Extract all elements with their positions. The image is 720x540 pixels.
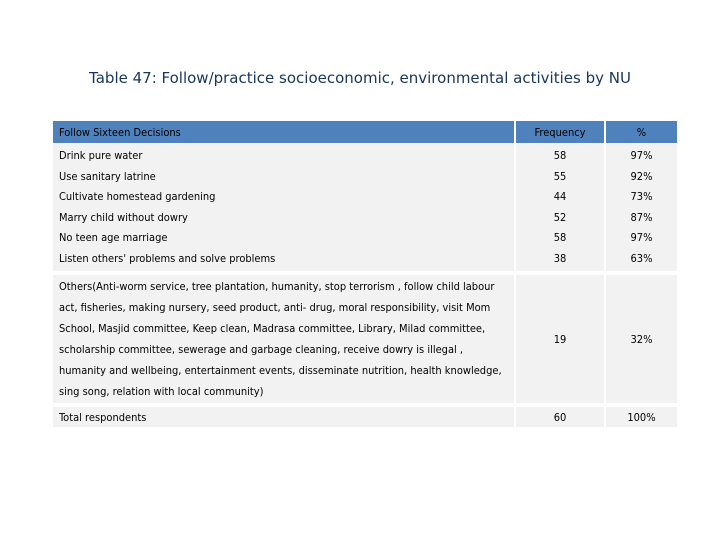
total-row [53,407,677,427]
row-percent: 87% [605,208,677,229]
row-frequency: 55 [515,167,605,188]
row-percent: 92% [605,167,677,188]
row-label: Listen others' problems and solve problems [53,249,515,272]
table-row [53,143,677,167]
row-percent: 97% [605,228,677,249]
table-header-row [53,121,677,143]
header-decisions: Follow Sixteen Decisions [53,121,515,143]
total-percent: 100% [605,407,677,427]
table-row [53,249,677,272]
others-row [53,275,677,403]
total-label: Total respondents [53,407,515,427]
row-percent: 73% [605,187,677,208]
row-frequency: 58 [515,143,605,167]
row-frequency: 58 [515,228,605,249]
table-row [53,208,677,229]
table-row [53,228,677,249]
row-frequency: 38 [515,249,605,272]
header-frequency: Frequency [515,121,605,143]
row-frequency: 52 [515,208,605,229]
row-label: Drink pure water [53,143,515,167]
row-percent: 63% [605,249,677,272]
table-row [53,187,677,208]
others-label: Others(Anti-worm service, tree plantation, humanity, stop terrorism , follow child labour act, fisheries, making nursery, seed product, anti- drug, moral responsibility, visit Mom School, Masjid committee, Keep clean, Madrasa committee, Library, Milad committee, scholarship committee, sewerage and garbage cleaning, receive dowry is illegal , humanity and wellbeing, entertainment events, disseminate nutrition, health knowledge, sing song, relation with local community) [53,275,515,403]
row-label: No teen age marriage [53,228,515,249]
total-frequency: 60 [515,407,605,427]
header-percent: % [605,121,677,143]
table-row [53,167,677,188]
row-label: Marry child without dowry [53,208,515,229]
others-frequency: 19 [515,275,605,403]
row-label: Cultivate homestead gardening [53,187,515,208]
row-label: Use sanitary latrine [53,167,515,188]
others-percent: 32% [605,275,677,403]
row-frequency: 44 [515,187,605,208]
table-title: Table 47: Follow/practice socioeconomic, environmental activities by NU [89,69,631,87]
row-percent: 97% [605,143,677,167]
activities-table [53,121,677,427]
